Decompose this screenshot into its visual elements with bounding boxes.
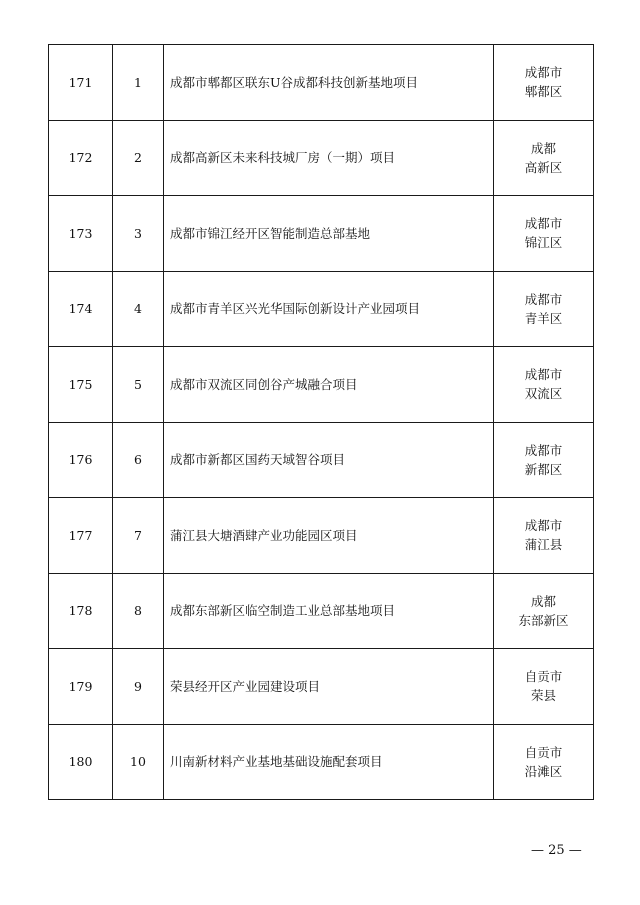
row-index: 10 [113, 724, 164, 800]
row-serial-number: 176 [49, 422, 113, 498]
project-name: 蒲江县大塘酒肆产业功能园区项目 [164, 498, 494, 574]
location-city: 自贡市 [524, 669, 563, 685]
project-name: 成都高新区未来科技城厂房（一期）项目 [164, 120, 494, 196]
row-index: 9 [113, 649, 164, 725]
row-serial-number: 177 [49, 498, 113, 574]
location-city: 成都 [530, 140, 556, 156]
row-index: 4 [113, 271, 164, 347]
location-district: 沿滩区 [524, 763, 563, 779]
row-index: 7 [113, 498, 164, 574]
row-index: 1 [113, 45, 164, 121]
project-location [494, 649, 594, 725]
project-name: 成都市郫都区联东U谷成都科技创新基地项目 [164, 45, 494, 121]
row-index: 3 [113, 196, 164, 272]
table-row [49, 573, 594, 649]
location-city: 自贡市 [524, 744, 563, 760]
location-district: 双流区 [524, 386, 563, 402]
table-row [49, 45, 594, 121]
project-location [494, 498, 594, 574]
row-serial-number: 173 [49, 196, 113, 272]
location-city: 成都市 [524, 518, 563, 534]
location-district: 锦江区 [524, 235, 563, 251]
location-city: 成都市 [524, 442, 563, 458]
project-location [494, 196, 594, 272]
row-index: 8 [113, 573, 164, 649]
row-serial-number: 179 [49, 649, 113, 725]
location-district: 青羊区 [524, 310, 563, 326]
project-name: 成都市青羊区兴光华国际创新设计产业园项目 [164, 271, 494, 347]
location-city: 成都市 [524, 216, 563, 232]
project-location [494, 120, 594, 196]
row-index: 5 [113, 347, 164, 423]
row-serial-number: 175 [49, 347, 113, 423]
location-district: 荣县 [530, 688, 556, 704]
project-name: 成都市锦江经开区智能制造总部基地 [164, 196, 494, 272]
table-body [49, 45, 594, 800]
location-district: 郫都区 [524, 84, 563, 100]
row-index: 2 [113, 120, 164, 196]
table-row [49, 724, 594, 800]
project-name: 成都东部新区临空制造工业总部基地项目 [164, 573, 494, 649]
row-serial-number: 180 [49, 724, 113, 800]
table-row [49, 498, 594, 574]
project-location [494, 347, 594, 423]
project-location [494, 45, 594, 121]
project-name: 荣县经开区产业园建设项目 [164, 649, 494, 725]
project-location [494, 271, 594, 347]
row-index: 6 [113, 422, 164, 498]
location-city: 成都 [530, 593, 556, 609]
row-serial-number: 178 [49, 573, 113, 649]
location-city: 成都市 [524, 65, 563, 81]
location-city: 成都市 [524, 367, 563, 383]
page-number: — 25 — [531, 843, 582, 858]
location-district: 东部新区 [518, 612, 569, 628]
table-row [49, 196, 594, 272]
table-row [49, 120, 594, 196]
location-district: 蒲江县 [524, 537, 563, 553]
table-row [49, 271, 594, 347]
project-name: 成都市双流区同创谷产城融合项目 [164, 347, 494, 423]
project-table [48, 44, 594, 800]
table-row [49, 422, 594, 498]
location-district: 高新区 [524, 159, 563, 175]
project-location [494, 422, 594, 498]
location-district: 新都区 [524, 461, 563, 477]
row-serial-number: 171 [49, 45, 113, 121]
project-name: 川南新材料产业基地基础设施配套项目 [164, 724, 494, 800]
table-row [49, 649, 594, 725]
row-serial-number: 174 [49, 271, 113, 347]
project-name: 成都市新都区国药天域智谷项目 [164, 422, 494, 498]
row-serial-number: 172 [49, 120, 113, 196]
project-location [494, 724, 594, 800]
project-location [494, 573, 594, 649]
table-row [49, 347, 594, 423]
location-city: 成都市 [524, 291, 563, 307]
